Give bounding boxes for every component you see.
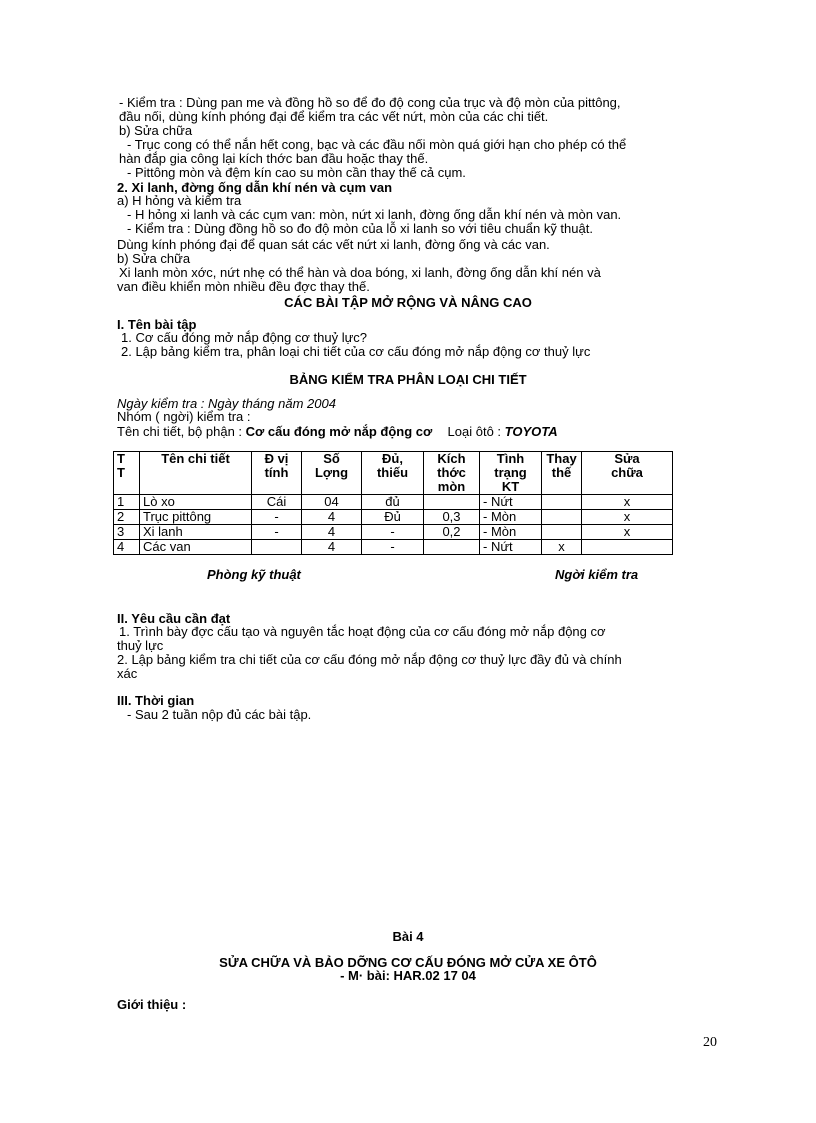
table-cell: Cái	[252, 495, 302, 510]
signature-right: Ngời kiểm tra	[555, 567, 639, 582]
table-cell: x	[582, 495, 673, 510]
table-cell: đủ	[362, 495, 424, 510]
text-line: - Pittông mòn và đệm kín cao su mòn cần thay thế cả cụm.	[127, 165, 466, 180]
table-cell: x	[582, 510, 673, 525]
section-title: CÁC BÀI TẬP MỞ RỘNG VÀ NÂNG CAO	[284, 295, 532, 310]
table-header-cell: T T	[114, 452, 140, 495]
table-header-cell: Tên chi tiết	[140, 452, 252, 495]
table-header-cell: Kích thớc mòn	[424, 452, 480, 495]
table-cell	[424, 495, 480, 510]
table-cell: - Mòn	[480, 510, 542, 525]
text-line: Xi lanh mòn xớc, nứt nhẹ có thể hàn và doa bóng, xi lanh, đờng ống dẫn khí nén và	[119, 265, 601, 280]
subheading: b) Sửa chữa	[119, 123, 193, 138]
exercise-item: 2. Lập bảng kiểm tra, phân loại chi tiết của cơ cấu đóng mở nắp động cơ thuỷ lực	[121, 344, 591, 359]
table-header-cell: Tình trạng KT	[480, 452, 542, 495]
car-value: TOYOTA	[504, 424, 558, 439]
table-cell: x	[542, 540, 582, 555]
table-title: BẢNG KIỂM TRA PHÂN LOẠI CHI TIẾT	[289, 372, 527, 387]
table-cell: 4	[302, 510, 362, 525]
part-row	[117, 425, 558, 439]
table-cell: Lò xo	[140, 495, 252, 510]
inspection-table	[113, 451, 673, 555]
table-cell	[542, 525, 582, 540]
table-cell: 4	[302, 540, 362, 555]
table-header-cell: Thay thế	[542, 452, 582, 495]
table-header-cell: Sửa chữa	[582, 452, 673, 495]
subheading: b) Sửa chữa	[117, 251, 191, 266]
table-cell: 0,2	[424, 525, 480, 540]
table-cell	[542, 495, 582, 510]
table-row	[114, 525, 673, 540]
table-cell: 3	[114, 525, 140, 540]
text-line: van điều khiển mòn nhiều đều đợc thay thế.	[117, 279, 370, 294]
table-cell	[252, 540, 302, 555]
table-cell: Xi lanh	[140, 525, 252, 540]
text-line: hàn đắp gia công lại kích thớc ban đầu hoặc thay thế.	[119, 151, 429, 166]
section-heading: 2. Xi lanh, đờng ống dẫn khí nén và cụm van	[117, 180, 393, 195]
table-cell: 1	[114, 495, 140, 510]
inspection-group: Nhóm ( ngời) kiểm tra :	[117, 409, 251, 424]
table-header-cell: Đ vị tính	[252, 452, 302, 495]
table-cell	[582, 540, 673, 555]
requirement-item: thuỷ lực	[117, 638, 164, 653]
table-cell: -	[252, 525, 302, 540]
text-line: - H hỏng xi lanh và các cụm van: mòn, nứt xi lanh, đờng ống dẫn khí nén và mòn van.	[127, 207, 622, 222]
exercises-heading: I. Tên bài tập	[117, 317, 197, 332]
text-line: - Kiểm tra : Dùng pan me và đồng hồ so để đo độ cong của trục và độ mòn của pittông,	[119, 95, 621, 110]
table-cell: 4	[302, 525, 362, 540]
requirement-item: 2. Lập bảng kiểm tra chi tiết của cơ cấu đóng mở nắp động cơ thuỷ lực đầy đủ và chính	[117, 652, 622, 667]
table-cell: - Mòn	[480, 525, 542, 540]
requirement-item: 1. Trình bày đợc cấu tạo và nguyên tắc hoạt động của cơ cấu đóng mở nắp động cơ	[119, 624, 606, 639]
part-label: Tên chi tiết, bộ phận :	[117, 424, 243, 439]
table-cell: x	[582, 525, 673, 540]
car-label: Loại ôtô :	[447, 424, 502, 439]
table-cell: - Nứt	[480, 540, 542, 555]
text-line: - Trục cong có thể nắn hết cong, bạc và các đầu nối mòn quá giới hạn cho phép có thể	[127, 137, 627, 152]
text-line: đầu nối, dùng kính phóng đại để kiểm tra các vết nứt, mòn của các chi tiết.	[119, 109, 549, 124]
page-number: 20	[703, 1035, 717, 1050]
table-row	[114, 540, 673, 555]
table-cell: -	[362, 525, 424, 540]
table-cell: Các van	[140, 540, 252, 555]
inspection-date: Ngày kiểm tra : Ngày tháng năm 2004	[117, 396, 336, 411]
requirements-heading: II. Yêu cầu cần đạt	[117, 611, 231, 626]
table-header-cell: Đủ, thiếu	[362, 452, 424, 495]
requirement-item: xác	[117, 666, 138, 681]
intro-heading: Giới thiệu :	[117, 997, 187, 1012]
table-cell: -	[362, 540, 424, 555]
table-cell: 4	[114, 540, 140, 555]
table-row	[114, 495, 673, 510]
lesson-number: Bài 4	[392, 929, 424, 944]
time-item: - Sau 2 tuần nộp đủ các bài tập.	[127, 707, 312, 722]
table-header-row	[114, 452, 673, 495]
table-row	[114, 510, 673, 525]
table-cell: -	[252, 510, 302, 525]
table-cell: 04	[302, 495, 362, 510]
signature-left: Phòng kỹ thuật	[207, 567, 301, 582]
part-value: Cơ cấu đóng mở nắp động cơ	[245, 424, 433, 439]
table-cell: 0,3	[424, 510, 480, 525]
table-cell: - Nứt	[480, 495, 542, 510]
table-cell: 2	[114, 510, 140, 525]
subheading: a) H hỏng và kiểm tra	[117, 193, 242, 208]
lesson-title: SỬA CHỮA VÀ BẢO DỠNG CƠ CẤU ĐÓNG MỞ CỬA XE ÔTÔ	[219, 955, 597, 970]
table-header-cell: Số Lợng	[302, 452, 362, 495]
text-line: - Kiểm tra : Dùng đồng hồ so đo độ mòn của lỗ xi lanh so với tiêu chuẩn kỹ thuật.	[127, 221, 593, 236]
exercise-item: 1. Cơ cấu đóng mở nắp động cơ thuỷ lực?	[121, 330, 368, 345]
table-cell	[542, 510, 582, 525]
time-heading: III. Thời gian	[117, 693, 195, 708]
lesson-code: - M· bài: HAR.02 17 04	[340, 968, 476, 983]
table-cell	[424, 540, 480, 555]
table-cell: Đủ	[362, 510, 424, 525]
text-line: Dùng kính phóng đại để quan sát các vết nứt xi lanh, đờng ống và các van.	[117, 237, 550, 252]
table-cell: Trục pittông	[140, 510, 252, 525]
